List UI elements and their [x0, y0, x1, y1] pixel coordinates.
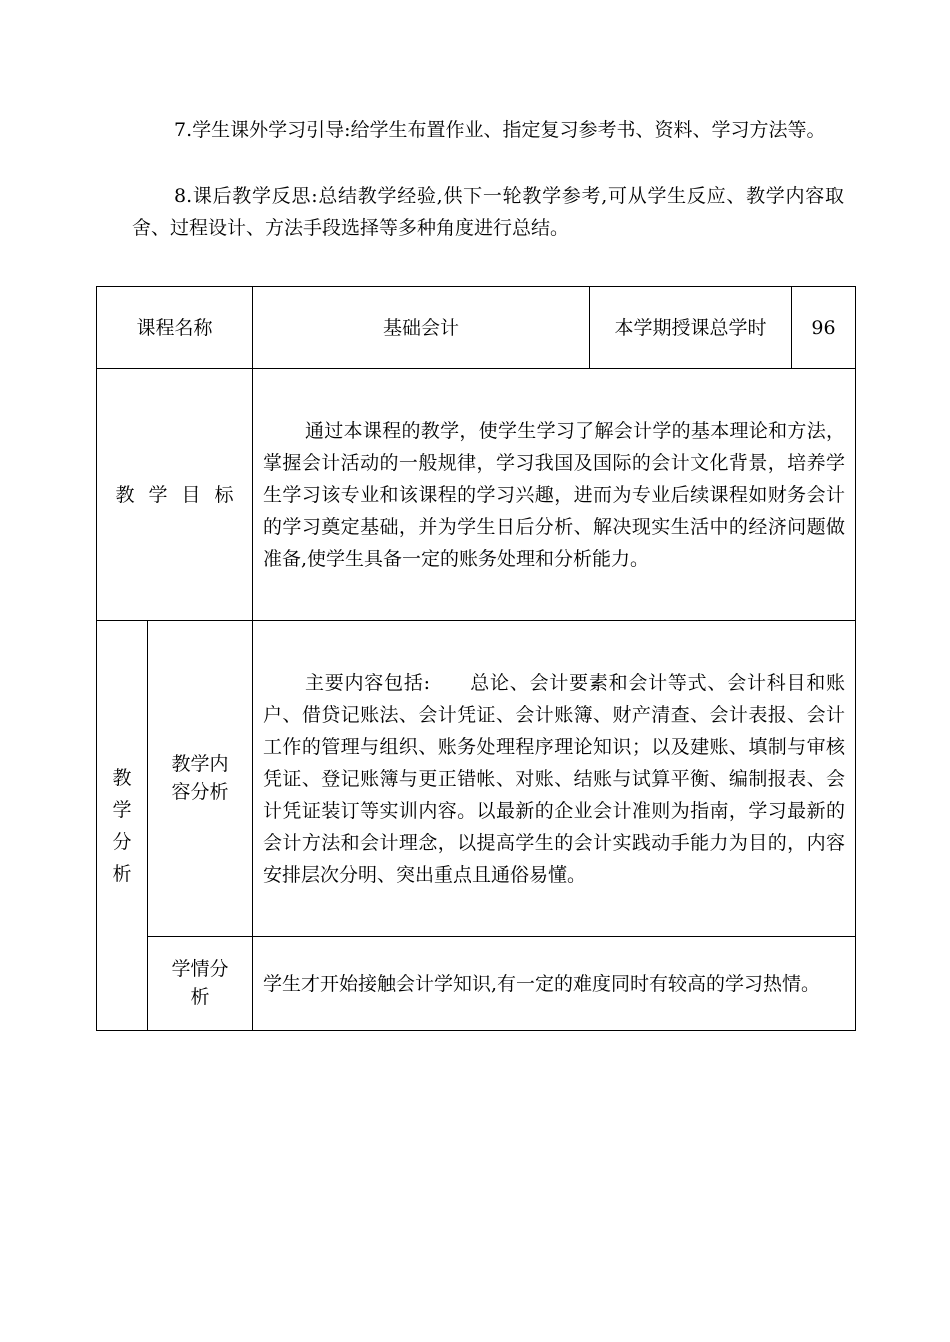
reflection-paragraph: 8.课后教学反思:总结教学经验,供下一轮教学参考,可从学生反应、教学内容取舍、过程设计、方法手段选择等多种角度进行总结。	[132, 185, 844, 239]
objective-text-cell	[253, 369, 856, 621]
total-hours-value: 96	[811, 316, 836, 339]
course-name-label-cell	[97, 287, 253, 369]
student-analysis-label: 学情分析	[171, 957, 229, 1008]
content-label-cell	[148, 621, 253, 937]
total-hours-label: 本学期授课总学时	[614, 316, 767, 339]
objective-text: 通过本课程的教学，使学生学习了解会计学的基本理论和方法，掌握会计活动的一般规律，学习我国及国际的会计文化背景，培养学生学习该专业和该课程的学习兴趣，进而为专业后续课程如财务会计的学习奠定基础，并为学生日后分析、解决现实生活中的经济问题做准备,使学生具备一定的账务处理和分析能力。	[263, 419, 846, 570]
content-analysis-text: 主要内容包括: 总论、会计要素和会计等式、会计科目和账户、借贷记账法、会计凭证、会计账簿、财产清查、会计表报、会计工作的管理与组织、账务处理程序理论知识；以及建账、填制与审核凭证、登记账簿与更正错帐、对账、结账与试算平衡、编制报表、会计凭证装订等实训内容。以最新的企业会计准则为指南，学习最新的会计方法和会计理念，以提高学生的会计实践动手能力为目的，内容安排层次分明、突出重点且通俗易懂。	[263, 671, 846, 886]
course-plan-table	[96, 286, 856, 1031]
course-name-label: 课程名称	[136, 316, 213, 339]
content-text-cell	[253, 621, 856, 937]
student-analysis-text: 学生才开始接触会计学知识,有一定的难度同时有较高的学习热情。	[263, 972, 821, 995]
course-name-row	[97, 287, 856, 369]
content-analysis-label: 教学内容分析	[171, 752, 229, 803]
total-hours-label-cell	[590, 287, 792, 369]
objective-row	[97, 369, 856, 621]
student-label-cell	[148, 937, 253, 1031]
course-name-value-cell	[253, 287, 590, 369]
student-analysis-row	[97, 937, 856, 1031]
student-text-cell	[253, 937, 856, 1031]
analysis-label-cell	[97, 621, 148, 1031]
guidance-paragraph: 7.学生课外学习引导:给学生布置作业、指定复习参考书、资料、学习方法等。	[174, 119, 826, 141]
analysis-label: 教学分析	[112, 766, 132, 885]
objective-label: 教学目标	[115, 483, 248, 506]
content-analysis-row	[97, 621, 856, 937]
total-hours-value-cell	[792, 287, 856, 369]
objective-label-cell	[97, 369, 253, 621]
course-name-value: 基础会计	[383, 316, 460, 339]
